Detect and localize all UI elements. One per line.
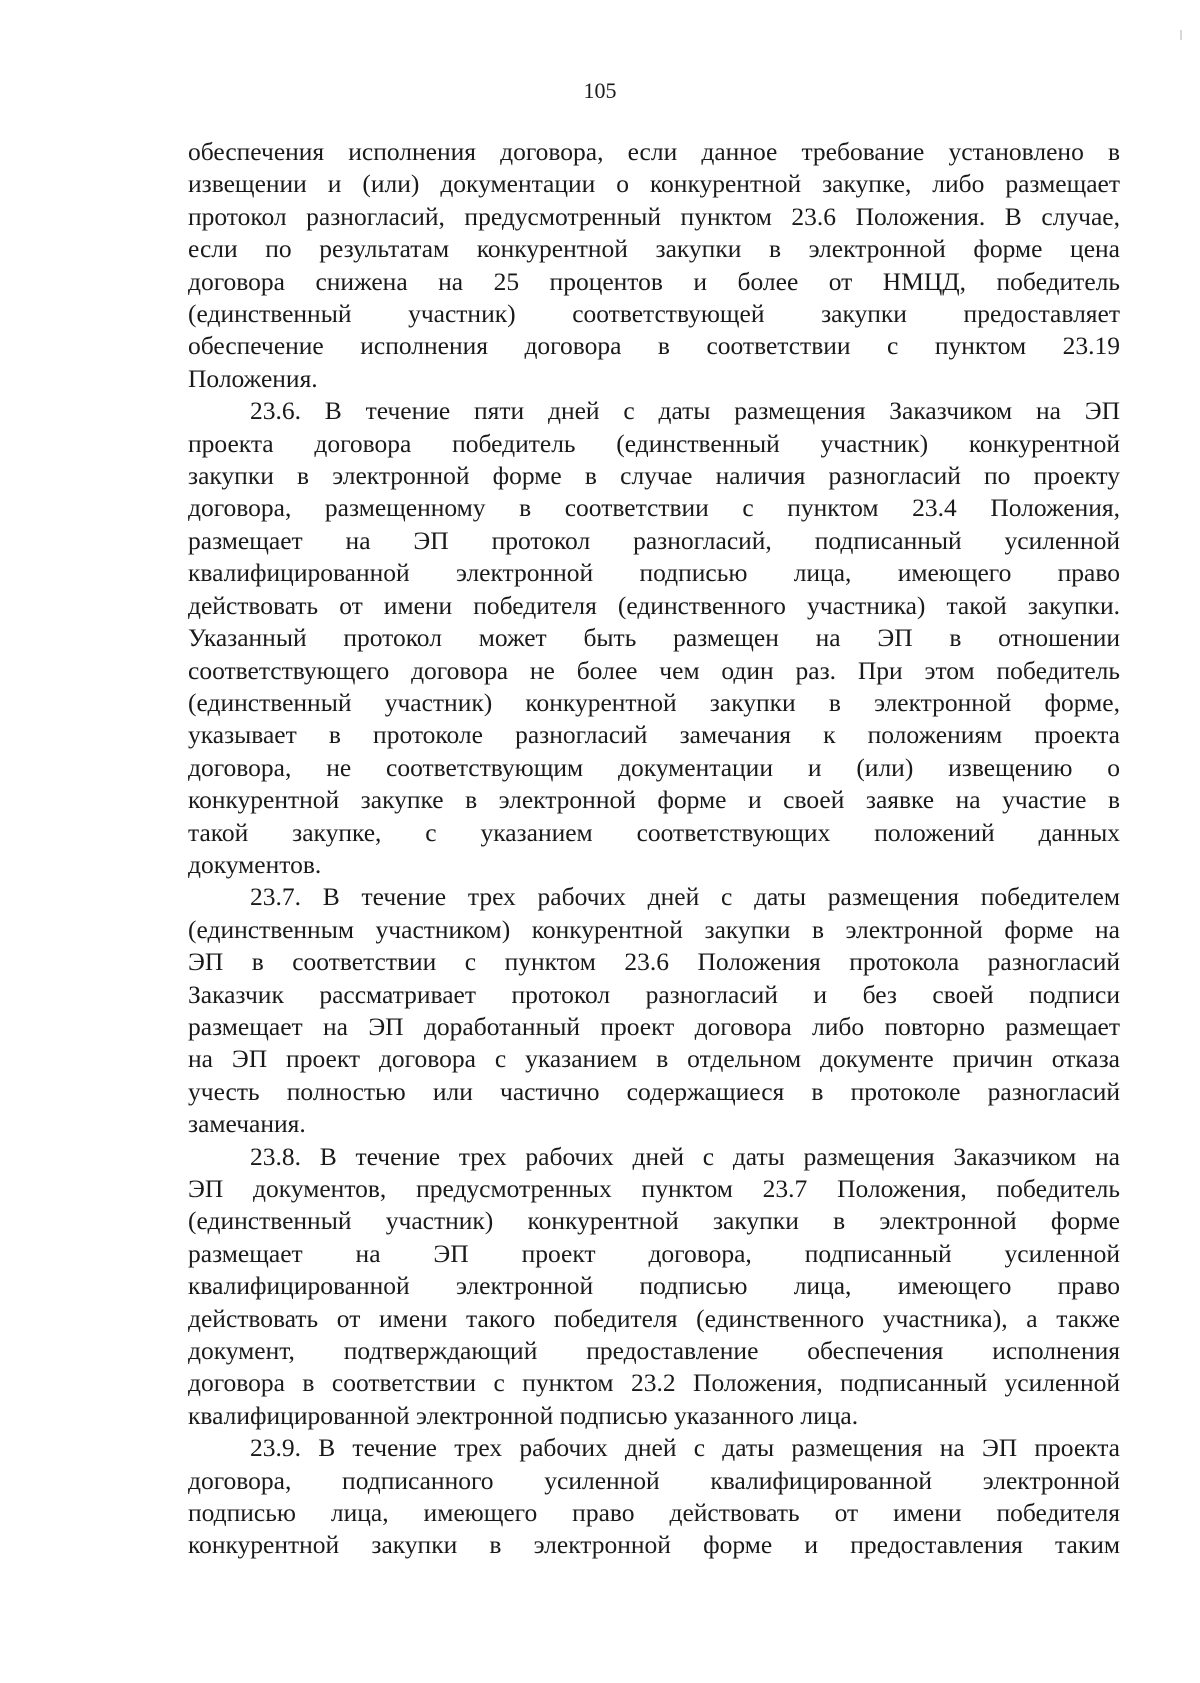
text-line: (единственный участник) конкурентной закупки в электронной форме, bbox=[188, 687, 1120, 717]
text-line: действовать от имени победителя (единственного участника) такой закупки. bbox=[188, 590, 1120, 620]
text-line: учесть полностью или частично содержащиеся в протоколе разногласий bbox=[188, 1076, 1120, 1106]
text-line: 23.7. В течение трех рабочих дней с даты размещения победителем bbox=[250, 882, 1120, 912]
text-line: обеспечения исполнения договора, если данное требование установлено в bbox=[188, 137, 1120, 166]
text-line: квалифицированной электронной подписью лица, имеющего право bbox=[188, 1271, 1120, 1301]
text-line: 23.6. В течение пяти дней с даты размещения Заказчиком на ЭП bbox=[250, 396, 1120, 426]
paragraph-continuation bbox=[188, 136, 1120, 395]
text-line: (единственный участник) соответствующей закупки предоставляет bbox=[188, 299, 1120, 329]
text-line: Заказчик рассматривает протокол разногласий и без своей подписи bbox=[188, 979, 1120, 1009]
text-line: размещает на ЭП протокол разногласий, подписанный усиленной bbox=[188, 525, 1120, 555]
text-line: закупки в электронной форме в случае наличия разногласий по проекту bbox=[188, 461, 1120, 491]
text-line: Указанный протокол может быть размещен на ЭП в отношении bbox=[188, 623, 1120, 653]
document-body bbox=[188, 136, 1120, 1562]
text-line: обеспечение исполнения договора в соответствии с пунктом 23.19 bbox=[188, 331, 1120, 361]
text-line: конкурентной закупки в электронной форме и предоставления таким bbox=[188, 1530, 1120, 1560]
text-line: договора, подписанного усиленной квалифицированной электронной bbox=[188, 1465, 1120, 1495]
text-line: если по результатам конкурентной закупки в электронной форме цена bbox=[188, 234, 1120, 264]
text-line: протокол разногласий, предусмотренный пунктом 23.6 Положения. В случае, bbox=[188, 201, 1120, 231]
text-line: квалифицированной электронной подписью указанного лица. bbox=[188, 1400, 859, 1430]
paragraph-23-7 bbox=[188, 881, 1120, 1140]
text-line: договора, не соответствующим документации и (или) извещению о bbox=[188, 752, 1120, 782]
text-line: ЭП документов, предусмотренных пунктом 23.7 Положения, победитель bbox=[188, 1174, 1120, 1203]
text-line: на ЭП проект договора с указанием в отдельном документе причин отказа bbox=[188, 1044, 1120, 1074]
text-line: извещении и (или) документации о конкурентной закупке, либо размещает bbox=[188, 169, 1120, 199]
text-line: документов. bbox=[188, 849, 322, 879]
text-line: договора, размещенному в соответствии с пунктом 23.4 Положения, bbox=[188, 493, 1120, 523]
text-line: проекта договора победитель (единственный участник) конкурентной bbox=[188, 428, 1120, 458]
text-line: ЭП в соответствии с пунктом 23.6 Положения протокола разногласий bbox=[188, 947, 1120, 977]
text-line: соответствующего договора не более чем один раз. При этом победитель bbox=[188, 655, 1120, 685]
text-line: размещает на ЭП доработанный проект договора либо повторно размещает bbox=[188, 1011, 1120, 1041]
text-line: 23.8. В течение трех рабочих дней с даты размещения Заказчиком на bbox=[250, 1141, 1120, 1171]
text-line: (единственный участник) конкурентной закупки в электронной форме bbox=[188, 1206, 1120, 1236]
paragraph-23-6 bbox=[188, 395, 1120, 881]
text-line: договора в соответствии с пунктом 23.2 Положения, подписанный усиленной bbox=[188, 1368, 1120, 1398]
text-line: размещает на ЭП проект договора, подписанный усиленной bbox=[188, 1238, 1120, 1268]
text-line: (единственным участником) конкурентной закупки в электронной форме на bbox=[188, 914, 1120, 944]
text-line: документ, подтверждающий предоставление обеспечения исполнения bbox=[188, 1336, 1120, 1366]
page-number: 105 bbox=[583, 78, 617, 103]
text-line: такой закупке, с указанием соответствующих положений данных bbox=[188, 817, 1120, 847]
text-line: действовать от имени такого победителя (единственного участника), а также bbox=[188, 1303, 1120, 1333]
text-line: квалифицированной электронной подписью лица, имеющего право bbox=[188, 558, 1120, 588]
text-line: договора снижена на 25 процентов и более от НМЦД, победитель bbox=[188, 266, 1120, 296]
text-line: подписью лица, имеющего право действовать от имени победителя bbox=[188, 1498, 1120, 1528]
text-line: Положения. bbox=[188, 363, 318, 393]
text-line: конкурентной закупке в электронной форме и своей заявке на участие в bbox=[188, 785, 1120, 815]
paragraph-23-9 bbox=[188, 1432, 1120, 1562]
text-line: указывает в протоколе разногласий замечания к положениям проекта bbox=[188, 720, 1120, 750]
text-line: замечания. bbox=[188, 1109, 306, 1139]
scan-artifact bbox=[1180, 30, 1182, 40]
paragraph-23-8 bbox=[188, 1141, 1120, 1433]
text-line: 23.9. В течение трех рабочих дней с даты размещения на ЭП проекта bbox=[250, 1433, 1120, 1463]
